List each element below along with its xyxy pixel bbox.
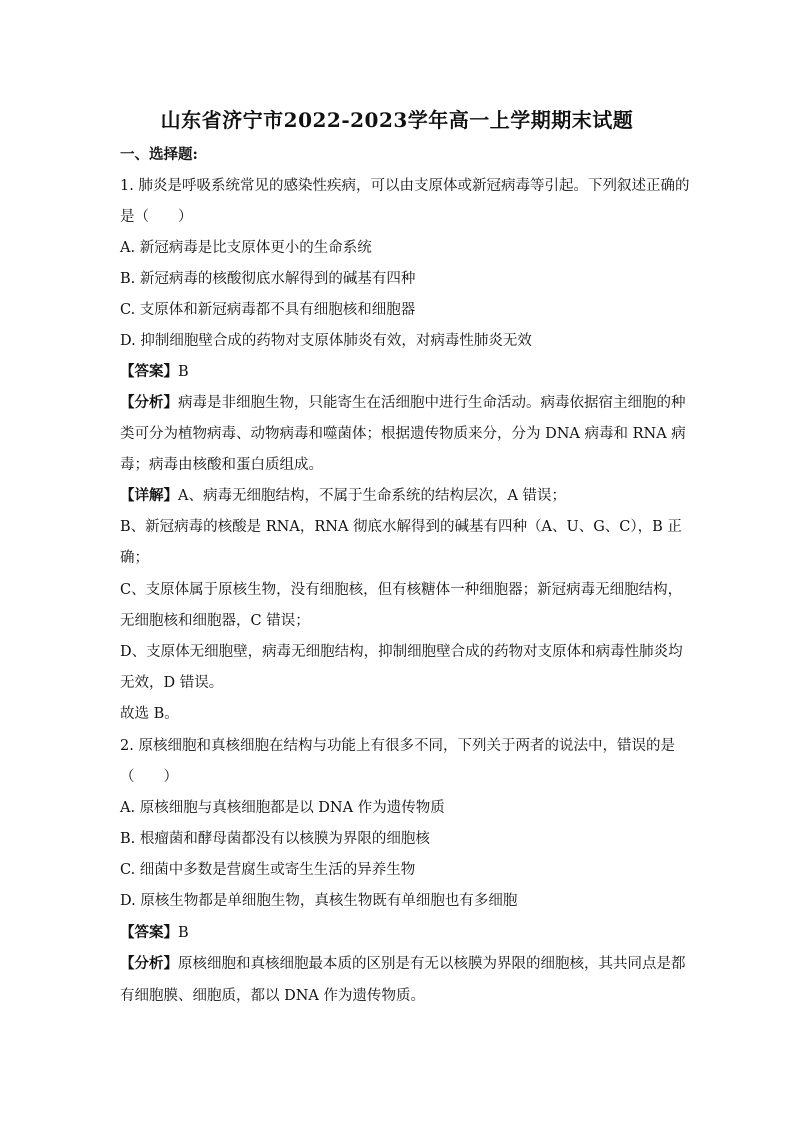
- q1-analysis-line3: 毒；病毒由核酸和蛋白质组成。: [120, 457, 323, 473]
- q2-option-c: C. 细菌中多数是营腐生或寄生生活的异养生物: [120, 862, 416, 878]
- q1-option-b: B. 新冠病毒的核酸彻底水解得到的碱基有四种: [120, 271, 416, 287]
- q1-stem-line2: 是（ ）: [120, 209, 193, 225]
- q1-detail-line5: 无细胞核和细胞器，C 错误；: [120, 613, 310, 629]
- q2-answer-tag: 【答案】: [120, 924, 178, 941]
- q2-analysis-line1: [120, 954, 686, 974]
- q1-detail-line6: D、支原体无细胞壁，病毒无细胞结构，抑制细胞壁合成的药物对支原体和病毒性肺炎均: [120, 644, 683, 660]
- q2-option-a: A. 原核细胞与真核细胞都是以 DNA 作为遗传物质: [120, 800, 445, 816]
- q1-answer: [120, 362, 189, 382]
- q2-analysis-line2: 有细胞膜、细胞质，都以 DNA 作为遗传物质。: [120, 988, 426, 1004]
- q1-option-a: A. 新冠病毒是比支原体更小的生命系统: [120, 240, 372, 256]
- q2-option-d: D. 原核生物都是单细胞生物，真核生物既有单细胞也有多细胞: [120, 893, 518, 909]
- page-title: 山东省济宁市2022-2023学年高一上学期期末试题: [160, 108, 634, 132]
- q2-analysis-tag: 【分析】: [120, 955, 178, 972]
- section-heading: 一、选择题:: [120, 146, 198, 163]
- q1-detail-line7: 无效，D 错误。: [120, 675, 224, 691]
- q2-stem-line2: （ ）: [120, 769, 178, 785]
- q2-analysis-text1: 原核细胞和真核细胞最本质的区别是有无以核膜为界限的细胞核，其共同点是都: [178, 956, 686, 972]
- q1-detail-line4: C、支原体属于原核生物，没有细胞核，但有核糖体一种细胞器；新冠病毒无细胞结构，: [120, 582, 683, 598]
- q1-analysis-text1: 病毒是非细胞生物，只能寄生在活细胞中进行生命活动。病毒依据宿主细胞的种: [178, 395, 686, 411]
- q1-detail-text1: A、病毒无细胞结构，不属于生命系统的结构层次，A 错误；: [178, 488, 567, 504]
- q1-option-d: D. 抑制细胞壁合成的药物对支原体肺炎有效，对病毒性肺炎无效: [120, 333, 532, 349]
- q1-conclusion: 故选 B。: [120, 706, 179, 722]
- q1-detail-tag: 【详解】: [120, 487, 178, 504]
- q1-analysis-line2: 类可分为植物病毒、动物病毒和噬菌体；根据遗传物质来分，分为 DNA 病毒和 RNA 病: [120, 426, 686, 442]
- q1-option-c: C. 支原体和新冠病毒都不具有细胞核和细胞器: [120, 302, 416, 318]
- q1-analysis-tag: 【分析】: [120, 394, 178, 411]
- q1-answer-value: B: [178, 364, 189, 380]
- q1-answer-tag: 【答案】: [120, 363, 178, 380]
- q1-detail-line2: B、新冠病毒的核酸是 RNA，RNA 彻底水解得到的碱基有四种（A、U、G、C），B 正: [120, 519, 682, 535]
- q1-detail-line3: 确；: [120, 550, 149, 566]
- q2-answer: [120, 923, 189, 943]
- q1-stem-line1: 1. 肺炎是呼吸系统常见的感染性疾病，可以由支原体或新冠病毒等引起。下列叙述正确的: [120, 178, 690, 194]
- q2-answer-value: B: [178, 925, 189, 941]
- q1-analysis-line1: [120, 393, 686, 413]
- q2-option-b: B. 根瘤菌和酵母菌都没有以核膜为界限的细胞核: [120, 831, 430, 847]
- q1-detail-line1: [120, 486, 566, 506]
- q2-stem-line1: 2. 原核细胞和真核细胞在结构与功能上有很多不同，下列关于两者的说法中，错误的是: [120, 738, 675, 754]
